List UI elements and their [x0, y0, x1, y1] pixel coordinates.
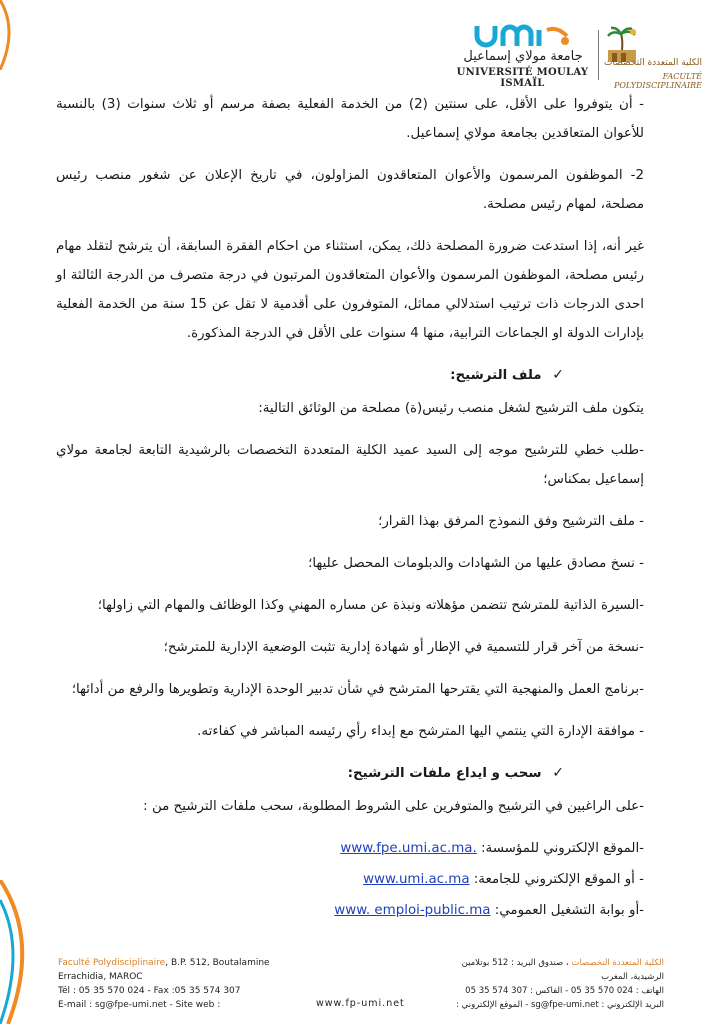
public-employment-portal-link[interactable]: www. emploi-public.ma: [334, 903, 491, 918]
link-line: [56, 834, 644, 863]
link-label: -أو بوابة التشغيل العمومي:: [490, 903, 644, 918]
footer-brand: Faculté Polydisciplinaire: [58, 958, 166, 968]
checkmark-icon: ✓: [552, 367, 564, 383]
faculty-logo: [602, 24, 702, 90]
paragraph: غير أنه، إذا استدعت ضرورة المصلحة ذلك، يمكن، استثناء من احكام الفقرة السابقة، أن يترشح لتقلد مهام رئيس مصلحة، الموظفون المرسمون والأعوان المتعاقدون المرتبون في درجة متصرف من الدرجة الثالثة او احدى الدرجات ذات ترتيب استدلالي مماثل، المتوفرون على أقدمية لا تقل عن 15 سنة من الخدمة الفعلية بإدارات الدولة او الجماعات الترابية، منها 4 سنوات على الأقل في الدرجة المذكورة.: [56, 239, 644, 341]
footer-text: ، صندوق البريد : 512 بوتلامين: [461, 958, 572, 968]
paragraph: - أن يتوفروا على الأقل، على سنتين (2) من الخدمة الفعلية بصفة مرسم أو ثلاث سنوات (3) بالنسبة للأعوان المتعاقدين بجامعة مولاي إسماعيل.: [56, 97, 645, 141]
section-heading-application-file: [56, 361, 644, 390]
decorative-arc-top: [0, 0, 22, 70]
logo-divider: [598, 30, 599, 80]
footer-line: E-mail : sg@fpe-umi.net - Site web :: [58, 1000, 221, 1010]
list-item: -طلب خطي للترشيح موجه إلى السيد عميد الكلية المتعددة التخصصات بالرشيدية التابعة لجامعة مولاي إسماعيل بمكناس؛: [56, 443, 644, 487]
page-footer: [0, 948, 724, 1024]
link-label: - أو الموقع الإلكتروني للجامعة:: [469, 872, 644, 887]
link-line: [56, 896, 644, 925]
checkmark-icon: ✓: [552, 765, 564, 781]
footer-line: [414, 956, 664, 970]
heading-text: ملف الترشيح:: [450, 368, 542, 383]
link-line: [56, 865, 644, 894]
list-item: -برنامج العمل والمنهجية التي يقترحها المترشح في شأن تدبير الوحدة الإدارية وتطويرها والرفع من أدائها؛: [71, 682, 644, 697]
footer-line: البريد الإلكتروني : sg@fpe-umi.net - الموقع الإلكتروني :: [456, 1000, 664, 1010]
paragraph: يتكون ملف الترشيح لشغل منصب رئيس(ة) مصلحة من الوثائق التالية:: [258, 401, 644, 416]
umi-name-arabic: جامعة مولاي إسماعيل: [463, 49, 583, 64]
section-heading-submission: [56, 759, 644, 788]
footer-text: , B.P. 512, Boutalamine: [165, 958, 270, 968]
list-item: - ملف الترشيح وفق النموذج المرفق بهذا القرار؛: [378, 514, 644, 529]
faculty-name-french: FACULTÉ POLYDISCIPLINAIRE: [613, 72, 702, 90]
umi-logo-mark: [473, 24, 573, 48]
footer-line: الرشيدية، المغرب: [601, 972, 664, 982]
university-website-link[interactable]: www.umi.ac.ma: [363, 872, 470, 887]
faculty-name-arabic: الكلية المتعددة التخصصات: [604, 58, 702, 68]
faculty-website-link[interactable]: www.fpe.umi.ac.ma.: [340, 841, 477, 856]
footer-line: [58, 956, 328, 970]
footer-address-arabic: [414, 956, 664, 1012]
link-label: -الموقع الإلكتروني للمؤسسة:: [476, 841, 644, 856]
paragraph: 2- الموظفون المرسمون والأعوان المتعاقدون المزاولون، في تاريخ الإعلان عن شغور منصب رئيس مصلحة، لمهام رئيس مصلحة.: [56, 168, 644, 212]
footer-line: Tél : 05 35 570 024 - Fax :05 35 574 307: [58, 986, 241, 996]
list-item: -السيرة الذاتية للمترشح تتضمن مؤهلاته ونبذة عن مساره المهني وكذا الوظائف والمهام التي زاولها؛: [97, 598, 644, 613]
footer-line: الهاتف : 024 570 35 05 - الفاكس : 307 574 35 05: [465, 986, 664, 996]
list-item: - موافقة الإدارة التي ينتمي اليها المترشح مع إبداء رأي رئيسه المباشر في كفاءته.: [197, 724, 644, 739]
list-item: -نسخة من آخر قرار للتسمية في الإطار أو شهادة إدارية تثبت الوضعية الإدارية للمترشح؛: [163, 640, 644, 655]
list-item: - نسخ مصادق عليها من الشهادات والدبلومات المحصل عليها؛: [308, 556, 644, 571]
heading-text: سحب و ايداع ملفات الترشيح:: [347, 766, 542, 781]
page-header: [0, 0, 724, 92]
footer-address-french: [58, 956, 328, 1012]
footer-website[interactable]: www.fp-umi.net: [316, 998, 405, 1009]
paragraph: -على الراغبين في الترشيح والمتوفرين على الشروط المطلوبة، سحب ملفات الترشيح من :: [143, 799, 644, 814]
document-body: [56, 90, 644, 927]
umi-name-french: UNIVERSITÉ MOULAY ISMAÏL: [456, 67, 589, 89]
footer-line: Errachidia, MAROC: [58, 972, 143, 982]
umi-logo: [455, 24, 590, 89]
footer-brand: الكلية المتعددة التخصصات: [571, 958, 664, 968]
